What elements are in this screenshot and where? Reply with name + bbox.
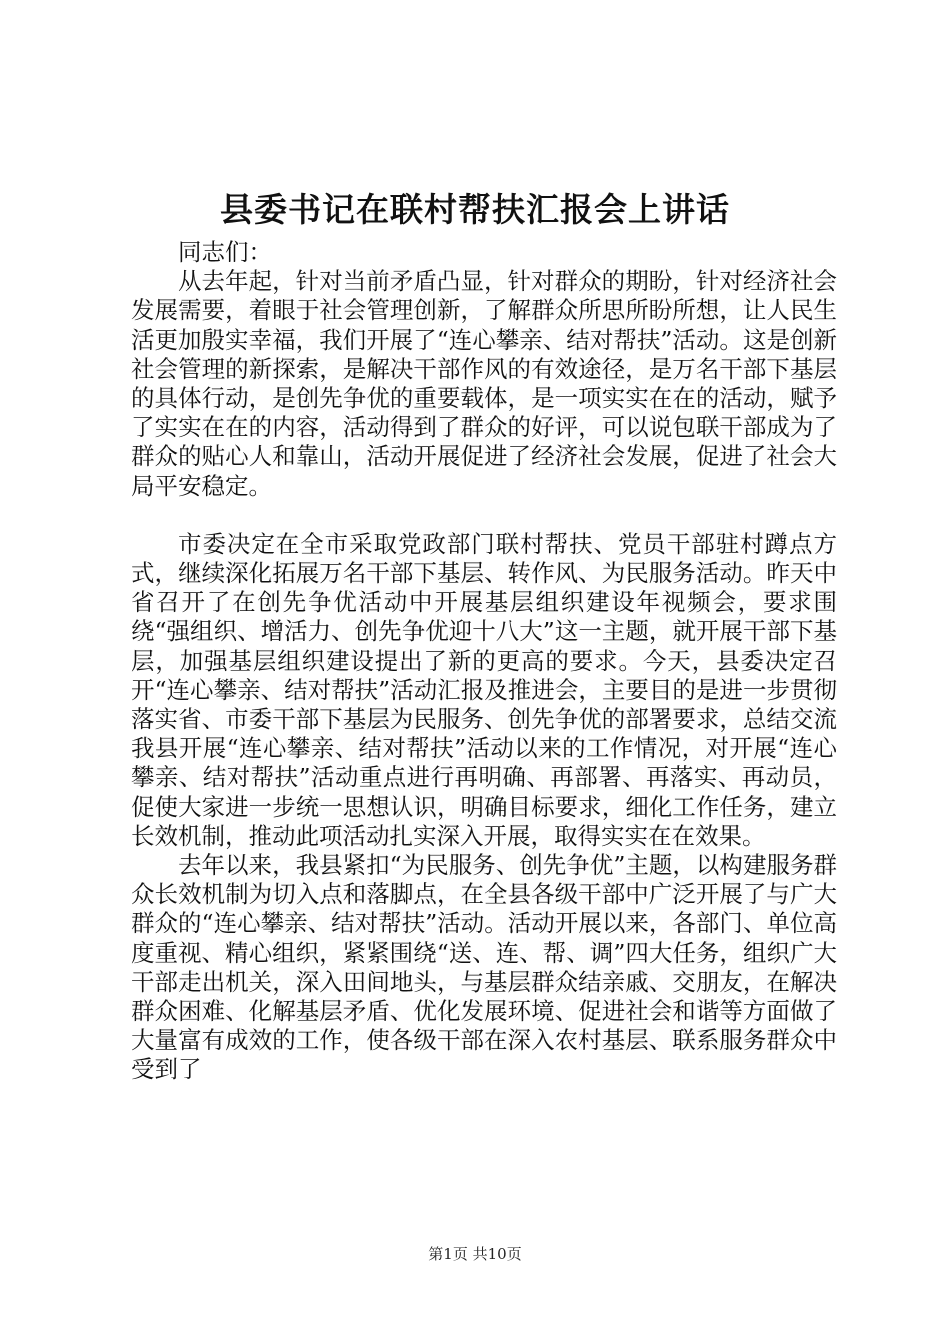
paragraph-3: 去年以来，我县紧扣“为民服务、创先争优”主题，以构建服务群众长效机制为切入点和落脚点，在全县各级干部中广泛开展了与广大群众的“连心攀亲、结对帮扶”活动。活动开展以来，各部门、单位高度重视、精心组织，紧紧围绕“送、连、帮、调”四大任务，组织广大干部走出机关，深入田间地头，与基层群众结亲戚、交朋友，在解决群众困难、化解基层矛盾、优化发展环境、促进社会和谐等方面做了大量富有成效的工作，使各级干部在深入农村基层、联系服务群众中受到了 <box>131 851 837 1084</box>
paragraph-2: 市委决定在全市采取党政部门联村帮扶、党员干部驻村蹲点方式，继续深化拓展万名干部下基层、转作风、为民服务活动。昨天中省召开了在创先争优活动中开展基层组织建设年视频会，要求围绕“强组织、增活力、创先争优迎十八大”这一主题，就开展干部下基层，加强基层组织建设提出了新的更高的要求。今天，县委决定召开“连心攀亲、结对帮扶”活动汇报及推进会，主要目的是进一步贯彻落实省、市委干部下基层为民服务、创先争优的部署要求，总结交流我县开展“连心攀亲、结对帮扶”活动以来的工作情况，对开展“连心攀亲、结对帮扶”活动重点进行再明确、再部署、再落实、再动员，促使大家进一步统一思想认识，明确目标要求，细化工作任务，建立长效机制，推动此项活动扎实深入开展，取得实实在在效果。 <box>131 529 837 850</box>
paragraph-1: 从去年起，针对当前矛盾凸显，针对群众的期盼，针对经济社会发展需要，着眼于社会管理创新，了解群众所思所盼所想，让人民生活更加殷实幸福，我们开展了“连心攀亲、结对帮扶”活动。这是创新社会管理的新探索，是解决干部作风的有效途径，是万名干部下基层的具体行动，是创先争优的重要载体，是一项实实在在的活动，赋予了实实在在的内容，活动得到了群众的好评，可以说包联干部成为了群众的贴心人和靠山，活动开展促进了经济社会发展，促进了社会大局平安稳定。 <box>131 267 837 500</box>
salutation: 同志们： <box>178 238 272 266</box>
document-body <box>131 238 837 1085</box>
page-number-footer: 第1页 共10页 <box>428 1245 522 1263</box>
page-title: 县委书记在联村帮扶汇报会上讲话 <box>220 190 730 229</box>
